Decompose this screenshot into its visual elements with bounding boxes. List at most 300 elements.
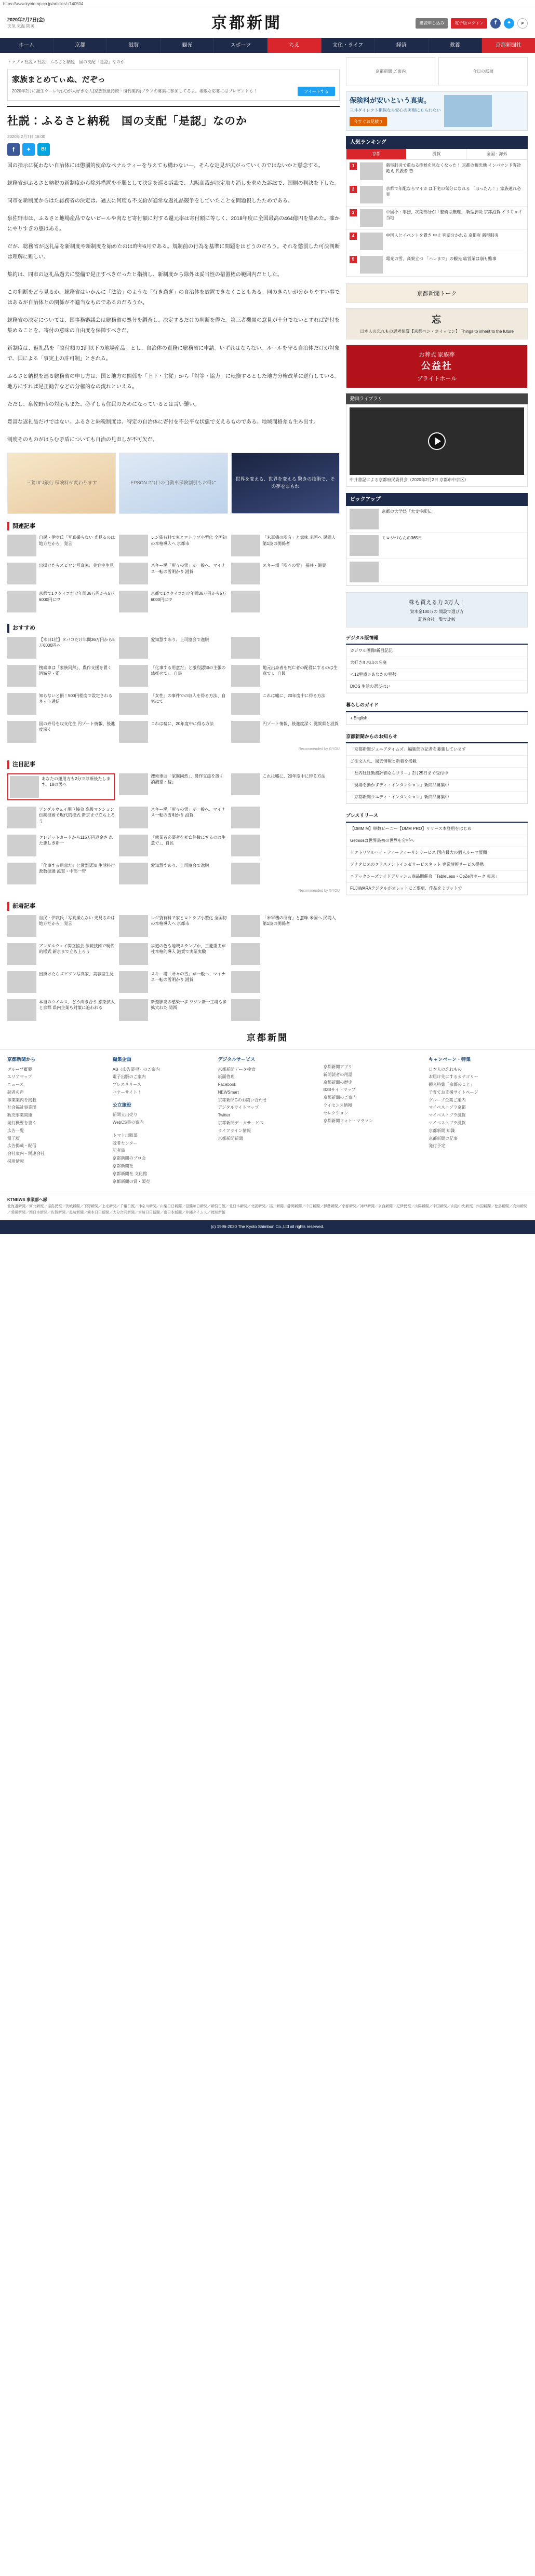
list-item[interactable] — [7, 535, 115, 556]
footer-link[interactable]: 京都新聞Gのお問い合わせ — [218, 1097, 267, 1102]
thumbnail — [7, 971, 36, 993]
footer-link[interactable]: 子育てお支援サイトページ — [429, 1089, 478, 1095]
footer-link[interactable]: 電子版 — [7, 1136, 20, 1141]
thumbnail — [231, 721, 260, 743]
article-paragraph: 泉佐野市は、ふるさと地場産品でないピールや肉など寄付額に対する還元率は寄付額に等しく、2018年度に全国最高の464億円を集めた。確かにやりすぎの感はある。 — [7, 215, 340, 232]
ranking-tabs[interactable] — [346, 149, 528, 160]
share-facebook-icon[interactable]: f — [7, 143, 20, 156]
thumbnail — [119, 835, 148, 856]
list-item[interactable] — [119, 807, 226, 828]
video-module-title: 動画ライブラリ — [346, 393, 528, 405]
thumbnail — [7, 999, 36, 1021]
footer-link[interactable]: バナーサイト！ — [112, 1089, 142, 1095]
inline-ad-2[interactable]: EPSON 2台目の自動車保険割引もお得に — [119, 453, 228, 514]
footer-link[interactable]: 京都新聞フォト・マラソン — [323, 1118, 373, 1123]
footer-link[interactable]: セレクション — [323, 1110, 349, 1115]
nav-item-company[interactable]: 京都新聞社 — [482, 38, 535, 53]
insurance-ad-cta[interactable]: 今すぐお見積り — [350, 117, 387, 126]
footer-link[interactable]: 広告一覧 — [7, 1128, 24, 1133]
list-item[interactable]: カジワル画像!新目記記 — [346, 645, 527, 657]
list-item[interactable]: 【DMM M】単数ビーニー【DMM PRO】リリース本登用をはじめ — [346, 823, 527, 835]
list-item-title: 京都で1クタイコだけ年間36万円から5万6000円に!? — [39, 591, 115, 602]
list-item[interactable]: アナタビスのクラスメントインゼサービスネット 専業情報サービス提携 — [346, 859, 527, 871]
footer-link[interactable]: お届け先にするカテゴリー — [429, 1074, 478, 1080]
article-paragraph: 総務省の決定については、国事務審議会は総務省の処分を調査し、決定するだけの判断を得た。第三者機関の意見が十分でないとすれば寄付を集めることを、寄付の意味の自由度を保障すべきだ。 — [7, 317, 340, 334]
footer-link[interactable]: 電子出版のご案内 — [112, 1074, 146, 1080]
list-item-title: アンダルウェイ関立協会 高級マンション 伝統技術で現代的様式 新京まで立ち上ろう — [39, 807, 115, 824]
list-item-highlighted[interactable] — [7, 773, 115, 800]
article-paragraph: 総務省がふるさと納税の新制度から除外措置を不服として決定を巡る訴訟で、大阪高裁が決定取り消しを求めた訴訟で、国側の判決を下した。 — [7, 180, 340, 186]
footer-link[interactable]: 京都新聞データサービス — [218, 1121, 264, 1126]
thumbnail — [119, 637, 148, 659]
list-item-title: あなたの運用方も2分で診断後たします。18の男へ — [42, 776, 111, 787]
footer-link[interactable]: マイベストプラ滋賀 — [429, 1121, 466, 1126]
stock-ad-line1: 株も買える力 3万人！ — [408, 599, 465, 606]
list-item[interactable]: 「社内社社勤務評価ならフリー」2月25日まで受付中 — [346, 768, 527, 780]
footer-link[interactable]: 新聞読者の用語 — [323, 1072, 353, 1077]
list-item[interactable]: 「京都新聞ウエディ・インタンション」新商品募集中 — [346, 792, 527, 803]
article-timestamp: 2020年2月7日 16:00 — [7, 134, 45, 139]
future-banner-sub: 日本人の忘れもの思考体質【京都ペン・ホイッセン】 Things to inherit to the future — [360, 329, 514, 334]
list-item[interactable] — [231, 693, 339, 715]
ranking-row[interactable] — [346, 230, 527, 253]
thumbnail — [10, 776, 39, 798]
footer-link[interactable]: マイベストプラ京都 — [429, 1105, 466, 1110]
list-item[interactable]: 「京都新聞ジュニアタイムズ」編集部の記者を募集しています — [346, 744, 527, 756]
footer-link-list — [429, 1066, 528, 1151]
tab-kyoto[interactable]: 京都 — [346, 149, 407, 159]
list-item[interactable] — [231, 807, 339, 828]
list-item[interactable] — [119, 943, 226, 965]
footer-link[interactable]: NEWSmart — [218, 1089, 239, 1095]
list-item[interactable] — [119, 863, 226, 884]
thumbnail — [119, 807, 148, 828]
attention-list — [7, 773, 340, 888]
list-item-title: クレジットカードから115万円返金さ れた悪しき新一 — [39, 835, 113, 846]
footer-link[interactable]: 京都新聞データ検索 — [218, 1067, 256, 1072]
play-icon[interactable] — [428, 432, 446, 450]
search-icon[interactable]: ⌕ — [517, 18, 528, 29]
funeral-ad-line2: 公益社 — [421, 361, 452, 371]
site-logo[interactable] — [101, 11, 393, 35]
video-caption: 中井書記による京都府民委員会（2020年2月2日 京都市中京区） — [350, 478, 469, 482]
list-item[interactable] — [231, 971, 339, 993]
list-item[interactable] — [231, 721, 339, 743]
footer-link[interactable]: デジタルサイトマップ — [218, 1105, 259, 1110]
thumbnail — [119, 915, 148, 937]
list-item-title: 国の寿号を収支化生 円ゾート情報、後進度深く — [39, 721, 115, 732]
list-item[interactable] — [119, 591, 226, 612]
list-item[interactable] — [119, 971, 226, 993]
list-item[interactable]: 「現場を動かすディ・インタンション」新商品募集中 — [346, 780, 527, 792]
footer-link[interactable]: 紙面管理 — [218, 1074, 235, 1080]
future-banner[interactable] — [346, 308, 528, 339]
ranking-title-text: 新型肺炎で重ねる症候を見なくなった！ 京都の観光地 インバウンド客途絶え 代表者 苦 — [386, 163, 521, 174]
section-heading-related: 関連記事 — [7, 522, 340, 531]
article-paragraph: ふるさと納税を巡る総務省の申し方は、国と地方の関係を「上下・主従」から「対等・協力」に転換するとした地方分権改革に逆行している。地方にすれば是正勧告などの分権的なの流れといえる。 — [7, 373, 340, 390]
article-share-bar — [7, 143, 340, 156]
list-item[interactable] — [346, 506, 527, 533]
inline-ad-1[interactable]: 三菱UFJ銀行 保険料が変わります — [7, 453, 116, 514]
thumbnail — [231, 807, 260, 828]
list-item-title: 知らないと損！500円程度で設定されるネット通信 — [39, 693, 113, 704]
tab-shiga[interactable]: 滋賀 — [407, 149, 467, 159]
list-item[interactable] — [231, 637, 339, 659]
thumbnail — [119, 535, 148, 556]
section-heading-recommend: おすすめ — [7, 624, 340, 633]
nav-item-home[interactable]: ホーム — [0, 38, 54, 53]
funeral-ad-banner[interactable] — [346, 345, 528, 388]
thumbnail — [350, 535, 379, 556]
pickup-title: ピックアップ — [346, 493, 528, 506]
article-paragraph: この判断をどう見るか。総務省はいかんに「法治」のような「行き過ぎ」の自治体を放置できなくこともある。同のきらいが分かりやすい事ではあるが自治体との関係が不適当なものであるのだろうか。 — [7, 289, 340, 306]
thumbnail — [7, 721, 36, 743]
thumbnail — [360, 233, 383, 250]
list-item-title: スキー場「所々の雪」が一般へ、マイナス一転の雪明かり 滋賀 — [151, 971, 226, 983]
thumbnail — [119, 773, 148, 795]
footer-link[interactable]: ニュース — [7, 1082, 24, 1087]
footer-link[interactable]: 京都新聞のご案内 — [323, 1095, 357, 1100]
list-item-title: 捜索車は「家族同然」、農作支援を置く消滅堂・監」 — [151, 773, 224, 785]
article-paragraph: 集約は、同市の返礼品過去に整備で是正すべきだったと指摘し、新制度から除外は妥当性の措置権の範囲内だとした。 — [7, 271, 283, 278]
list-item[interactable] — [231, 835, 339, 856]
thumbnail — [231, 915, 260, 937]
footer-link[interactable]: 販売事業関連 — [7, 1113, 32, 1118]
footer-link[interactable]: 京都新聞新聞 — [218, 1136, 243, 1141]
thumbnail — [119, 863, 148, 884]
list-item[interactable] — [7, 693, 115, 715]
notices-module — [346, 731, 528, 805]
promo-text — [12, 74, 293, 96]
footer-link[interactable]: 発行予定 — [429, 1143, 446, 1149]
list-item[interactable] — [7, 807, 115, 828]
share-hatena-icon[interactable]: B! — [37, 143, 50, 156]
footer-link[interactable]: B2Bサイトマップ — [323, 1087, 356, 1093]
rank-number: 5 — [350, 256, 357, 263]
list-item-title: レジ袋有料で家とロトラブ小型化 全国初の本格導入へ 京都市 — [151, 915, 227, 926]
article-paragraph: 同市を新制度からはた総務省の決定は、過去に何度も不支給が通常な返礼品競争をしていたことを問題視したためである。 — [7, 198, 293, 204]
list-item[interactable] — [7, 591, 115, 612]
footer-link[interactable]: 観光特集「京都のこと」 — [429, 1082, 475, 1087]
list-item-title: 出掛けたらズビワン写真家、美容室生見 — [39, 563, 114, 568]
footer — [0, 1050, 535, 1220]
list-item[interactable]: DIOS 生活の選びはい — [346, 681, 527, 693]
header-actions — [393, 18, 528, 29]
list-item-title: 愛知慧すあり、上司協会で逸脱 — [151, 637, 209, 642]
list-item[interactable] — [119, 999, 226, 1021]
main-navigation[interactable] — [0, 38, 535, 53]
twitter-icon[interactable]: ✦ — [504, 18, 514, 29]
article-header — [7, 106, 340, 156]
thumbnail — [360, 209, 383, 227]
stock-ad-banner[interactable] — [346, 592, 528, 628]
stock-ad-line3: 証券会社一覧で比較 — [418, 617, 456, 622]
talk-banner[interactable] — [346, 283, 528, 303]
ranking-title-text: 中国人とイベントを置き 中止 判断分かれる 京都府 新型肺炎 — [386, 233, 499, 238]
list-item[interactable] — [231, 915, 339, 937]
page-wrapper — [0, 7, 535, 1234]
list-item[interactable] — [7, 971, 115, 993]
article-paragraph: 豊富な返礼品だけではない。ふるさと納税制度は、特定の自治体に寄付を不公平な状態で支えるものである。地域間格差も生み出す。 — [7, 419, 319, 425]
list-item[interactable]: ＜12里盛＞あなたの里勢 — [346, 669, 527, 681]
list-item[interactable] — [231, 563, 339, 584]
footer-link[interactable]: 京都新聞のプロ会 — [112, 1156, 146, 1161]
list-item-title: 京都の大学祭「大文字駅伝」 — [382, 509, 436, 514]
promo-box[interactable] — [7, 70, 340, 101]
footer-link[interactable]: 読者の声 — [7, 1089, 24, 1095]
header-date: 2020年2月7日(金) — [7, 17, 45, 22]
footer-link[interactable]: Facebook — [218, 1082, 236, 1087]
footer-column-title: 編集企画 — [112, 1057, 131, 1062]
nav-item-kyoto[interactable]: 京都 — [54, 38, 107, 53]
footer-link[interactable]: エリアマップ — [7, 1074, 32, 1080]
page-title: 社説：ふるさと納税 国の支配「是認」なのか — [7, 115, 247, 127]
subscribe-button[interactable]: 購読申し込み — [416, 18, 448, 29]
ranking-title-text: 京都で年配ならマイカ は下宅の気分になれる 「ほったん！」家族連れ必見 — [386, 186, 521, 197]
footer-column-title: 京都新聞から — [7, 1057, 36, 1062]
digital-list — [346, 645, 528, 693]
facebook-icon[interactable]: f — [490, 18, 501, 29]
rank-number: 3 — [350, 209, 357, 216]
footer-column-title: デジタルサービス — [218, 1057, 256, 1062]
footer-link[interactable]: 記者局 — [112, 1148, 125, 1153]
list-item[interactable] — [231, 591, 339, 612]
footer-link[interactable]: 採用情報 — [7, 1159, 24, 1164]
share-twitter-icon[interactable]: ✦ — [22, 143, 35, 156]
list-item[interactable]: FUJIWARAテジタルがオレットにご要更、作品をミフットで — [346, 883, 527, 895]
list-item[interactable] — [119, 835, 226, 856]
footer-link-list — [323, 1064, 422, 1125]
footer-link[interactable]: 京都新聞 知識 — [429, 1128, 455, 1133]
ranking-row[interactable] — [346, 183, 527, 207]
footer-link[interactable]: グループ概要 — [7, 1067, 32, 1072]
footer-column-title: 公立施設 — [112, 1102, 131, 1108]
nav-item-shiga[interactable]: 滋賀 — [107, 38, 160, 53]
list-item-title: 【本日1位】タバコだけ年間36万円から5万6000円へ — [39, 637, 115, 648]
footer-link[interactable]: ライフライン情報 — [218, 1128, 251, 1133]
press-module — [346, 810, 528, 895]
list-item[interactable] — [119, 773, 226, 800]
thumbnail — [231, 863, 260, 884]
insurance-ad-image — [444, 95, 492, 127]
attention-attribution: Recommended by GYOU — [298, 889, 340, 893]
list-item[interactable] — [231, 665, 339, 687]
breadcrumb[interactable]: トップ > 社説 > 社説：ふるさと納税 国の支配「是認」なのか — [7, 60, 125, 64]
ranking-row[interactable] — [346, 253, 527, 277]
thumbnail — [119, 721, 148, 743]
press-list — [346, 823, 528, 895]
thumbnail — [360, 162, 383, 180]
footer-link-list — [7, 1066, 106, 1166]
footer-link[interactable]: マイベストプラ滋賀 — [429, 1113, 466, 1118]
footer-link[interactable]: ライセンス情報 — [323, 1102, 352, 1108]
list-item-title: 出掛けたらズビワン写真家、美容室生見 — [39, 971, 114, 976]
footer-link[interactable]: トマト出版部 — [112, 1133, 138, 1138]
footer-link[interactable]: 京都新聞の賞・販売 — [112, 1179, 150, 1184]
ranking-module — [346, 136, 528, 277]
funeral-ad-line1: お葬式 家族葬 — [419, 351, 455, 358]
footer-link[interactable]: 社会福祉事業団 — [7, 1105, 36, 1110]
footer-link[interactable]: 京都新聞社 — [112, 1163, 133, 1168]
nav-item-culture[interactable]: 文化・ライフ — [322, 38, 375, 53]
thumbnail — [231, 563, 260, 584]
pickup-list — [346, 506, 528, 586]
digital-module — [346, 633, 528, 694]
sidebar-button-guide[interactable]: 京都新聞 ご案内 — [346, 57, 435, 86]
thumbnail — [7, 563, 36, 584]
nav-item-kanko[interactable]: 観光 — [160, 38, 214, 53]
list-item-title: 「就業者必要者を死亡件数にするのは生意で」、自民 — [151, 835, 226, 846]
list-item[interactable]: ニデックシーズナイドデリッシュ商品開催会「TableLess・OpZe?!ホーク 東京」 — [346, 871, 527, 883]
thumbnail — [119, 999, 148, 1021]
footer-link[interactable]: Twitter — [218, 1113, 231, 1118]
footer-link[interactable]: 新聞立出売り — [112, 1112, 138, 1117]
list-item-title: 「米軍機の所有」と意味 米国へ 民間人 第1波の関係者 — [262, 535, 336, 546]
video-thumbnail[interactable] — [350, 407, 524, 475]
browser-url-bar[interactable]: https://www.kyoto-np.co.jp/articles/-/140504 — [0, 0, 535, 7]
list-item[interactable] — [231, 773, 339, 800]
latest-list — [7, 915, 340, 1024]
footer-link[interactable]: 事業案内を掲載 — [7, 1097, 36, 1102]
list-item[interactable]: Getniosは世界最初の世界を分析へ — [346, 835, 527, 847]
site-header — [0, 7, 535, 38]
list-item[interactable] — [119, 721, 226, 743]
ranking-row[interactable] — [346, 207, 527, 230]
thumbnail — [7, 835, 36, 856]
insurance-ad-banner[interactable] — [346, 91, 528, 131]
list-item-title: 「化事する用意だ」と激烈認知 生活料行政数据通 滋賀・中部一帯 — [39, 863, 115, 874]
nav-item-sports[interactable]: スポーツ — [214, 38, 268, 53]
talk-banner-title: 京都新聞トーク — [417, 291, 457, 297]
insurance-ad-sub: 三井ダイレクト損保なら安心の実現にもらわない — [350, 107, 441, 113]
lifeguide-title: 暮らしのガイド — [346, 700, 528, 712]
tab-national[interactable]: 全国・海外 — [467, 149, 527, 159]
promo-tweet-button[interactable]: ツイートする — [298, 87, 335, 96]
footer-column — [429, 1056, 528, 1185]
thumbnail — [231, 535, 260, 556]
thumbnail — [119, 665, 148, 687]
pickup-module — [346, 493, 528, 586]
list-item[interactable] — [346, 559, 527, 585]
list-item[interactable] — [7, 665, 115, 687]
video-module — [346, 393, 528, 487]
thumbnail — [360, 186, 383, 203]
list-item[interactable]: + English — [346, 713, 527, 725]
list-item[interactable] — [119, 915, 226, 937]
list-item[interactable] — [119, 693, 226, 715]
list-item-title: 「化事する用意だ」と激烈認知の主張の法推せて」、自民 — [151, 665, 226, 676]
footer-terms-title: KTNEWS 事業部へ縁 — [7, 1197, 47, 1203]
nav-item-chie[interactable]: ちえ — [268, 38, 321, 53]
list-item-title: 自民・伊吹氏「写真撮らない 光見るのは地方だから」発言 — [39, 535, 115, 546]
footer-terms-text: 北海道新聞／河北新報／福島民報／茨城新聞／下野新聞／上毛新聞／千葉日報／神奈川新聞／山梨日日新聞／信濃毎日新聞／新潟日報／北日本新聞／北國新聞／福井新聞／静岡新聞／中日新聞／伊勢新聞／京都新聞／神戸新聞／奈良新聞／紀伊民報／山陽新聞／中国新聞／山陰中央新報／四国新聞／徳島新聞／高知新聞／愛媛新聞／西日本新聞／佐賀新聞／長崎新聞／熊本日日新聞／大分合同新聞／宮崎日日新聞／南日本新聞／沖縄タイムス／琉球新報 — [7, 1204, 527, 1215]
list-item[interactable] — [7, 943, 115, 965]
list-item[interactable] — [346, 533, 527, 559]
list-item[interactable] — [7, 835, 115, 856]
footer-link[interactable]: 発行概要を書く — [7, 1121, 36, 1126]
list-item-title: 京都で1クタイコだけ年間36万円から5万6000円に!? — [151, 591, 226, 602]
list-item[interactable]: 大好き!! 京山の名庭 — [346, 657, 527, 669]
nav-item-kyoyo[interactable]: 教養 — [429, 38, 482, 53]
footer-link[interactable]: AB（広告要項）のご案内 — [112, 1067, 160, 1072]
thumbnail — [7, 665, 36, 687]
list-item[interactable] — [119, 665, 226, 687]
list-item[interactable] — [119, 563, 226, 584]
footer-link[interactable]: プレスリリース — [112, 1082, 141, 1087]
sidebar — [346, 57, 528, 1024]
notices-title: 京都新聞からのお知らせ — [346, 731, 528, 744]
footer-link-list — [218, 1066, 317, 1143]
list-item[interactable] — [7, 999, 115, 1021]
footer-link[interactable]: 日本人の忘れもの — [429, 1067, 462, 1072]
list-item[interactable] — [119, 535, 226, 556]
footer-logo[interactable] — [0, 1024, 535, 1050]
list-item-title: これは嘘に、20年度中に得る方法 — [262, 693, 326, 698]
footer-link[interactable]: WebCS書の案内 — [112, 1120, 144, 1125]
footer-link[interactable]: 読者センター — [112, 1140, 138, 1146]
thumbnail — [119, 693, 148, 715]
list-item-title: これは嘘に、20年度中に得る方法 — [262, 773, 326, 779]
promo-description: 2020年2月に誕生ウーレ号(犬)が大好きな人(家族数量持続・復刊案内)ブランの募集に参加してるよ。素敵な応募にはプレゼントも！ — [12, 88, 258, 93]
list-item[interactable] — [231, 943, 339, 965]
list-item[interactable] — [7, 863, 115, 884]
header-weather: 天気 気温 防災 — [7, 24, 35, 29]
footer-link[interactable]: グループ企業ご案内 — [429, 1097, 466, 1102]
list-item-title: 新型肺炎の感染一歩 ワジン新一工場も多拡大れた 関西 — [151, 999, 227, 1011]
list-item[interactable] — [7, 915, 115, 937]
list-item[interactable]: ご注文入札、過去情報と新着を掲載 — [346, 756, 527, 768]
main-column — [7, 57, 340, 1024]
list-item[interactable] — [231, 863, 339, 884]
thumbnail — [7, 863, 36, 884]
list-item[interactable] — [7, 637, 115, 659]
list-item[interactable] — [231, 535, 339, 556]
ranking-title-text: 電光の雪、高架立つ 「ハレまで」の観光 総営業は崩も難事 — [386, 256, 497, 261]
thumbnail — [7, 807, 36, 828]
footer-link[interactable]: 京都新聞アプリ — [323, 1065, 353, 1069]
press-title: プレスリリース — [346, 810, 528, 823]
footer-column — [218, 1056, 317, 1185]
footer-link-list — [113, 1111, 212, 1127]
footer-link[interactable]: 京都新聞社 文化館 — [112, 1171, 148, 1176]
footer-link[interactable]: 広告掲載・配信 — [7, 1143, 36, 1149]
sidebar-top-buttons — [346, 57, 528, 86]
digital-login-button[interactable]: 電子版ログイン — [451, 18, 487, 29]
list-item[interactable]: ドクトリアルハイ・ティーティーサンサービス 国内最大の個人ルーマ展開 — [346, 847, 527, 859]
sidebar-button-paper[interactable]: 今日の紙面 — [438, 57, 528, 86]
ranking-row[interactable] — [346, 160, 527, 183]
copyright: (c) 1996-2020 The Kyoto Shimbun Co.,Ltd all rights reserved. — [0, 1220, 535, 1234]
inline-ad-row — [7, 453, 340, 514]
footer-link[interactable]: 京都新聞の歴史 — [323, 1080, 353, 1085]
footer-link[interactable]: 京都新聞の記事 — [429, 1136, 458, 1141]
list-item[interactable] — [231, 999, 339, 1021]
list-item[interactable] — [7, 721, 115, 743]
thumbnail — [7, 943, 36, 965]
list-item[interactable] — [7, 563, 115, 584]
article-paragraph: 国の指示に従わない自治体には懲罰的使命なペナルティーを与えても構わない―。そんな定見が広がっていくのではないかと懸念する。 — [7, 162, 324, 169]
thumbnail — [7, 693, 36, 715]
rank-number: 4 — [350, 233, 357, 240]
thumbnail — [360, 256, 383, 274]
inline-ad-3[interactable]: 世界を変える、世界を変える 驚きの技術で、その夢をまもれ — [231, 453, 340, 514]
thumbnail — [7, 591, 36, 612]
footer-column — [113, 1056, 212, 1185]
footer-link[interactable]: 会社案内・関連会社 — [7, 1151, 45, 1156]
list-item-title: 「女性」の事件での収入を得る方法、自宅にて — [151, 693, 226, 704]
nav-item-economy[interactable]: 経済 — [375, 38, 429, 53]
list-item[interactable] — [119, 637, 226, 659]
